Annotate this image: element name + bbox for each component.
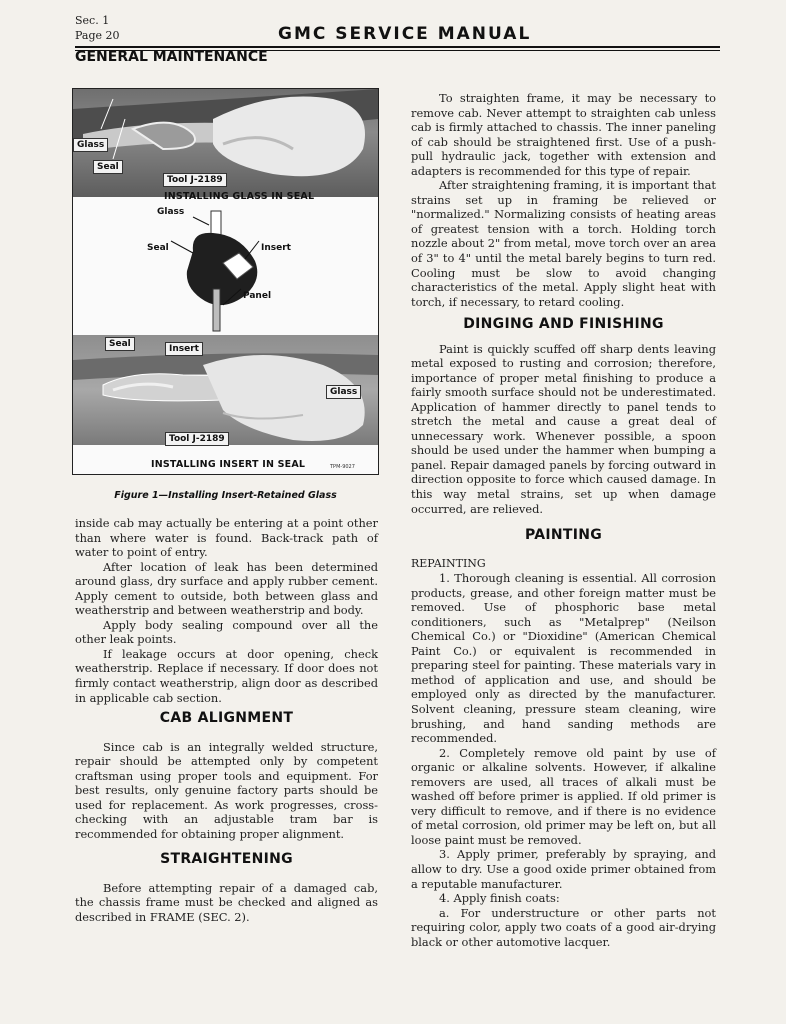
paragraph: Since cab is an integrally welded structure, repair should be attempted only by competent craftsman using proper tools and equipment. For best results, only genuine factory parts should be used for replacement. As work progresses, cross-checking with an adjustable tram bar is recommended for obtaining proper alignment. — [75, 739, 378, 841]
dinging-finishing-section — [411, 317, 716, 516]
paragraph: 2. Completely remove old paint by use of organic or alkaline solvents. However, if alkaline removers are used, all traces of alkali must be washed off before primer is applied. If old primer is very difficult to remove, and if there is no evidence of metal corrosion, old primer may be left on, but all loose paint must be removed. — [411, 745, 716, 847]
heading-dinging-finishing: DINGING AND FINISHING — [463, 316, 664, 332]
paragraph: 3. Apply primer, preferably by spraying, and allow to dry. Use a good oxide primer obtained from a reputable manufacturer. — [411, 847, 716, 891]
label-panel-diagram: Panel — [243, 291, 272, 301]
label-seal-diagram: Seal — [147, 243, 169, 253]
figure-code: TPM-9027 — [330, 464, 355, 470]
right-column-straightening-text — [411, 91, 716, 309]
section-number: Sec. 1 — [75, 14, 110, 27]
header-rule — [75, 46, 720, 48]
seal-cross-section-diagram — [73, 201, 378, 335]
paragraph: inside cab may actually be entering at a point other than where water is found. Back-track path of water to point of entry. — [75, 516, 378, 560]
label-tool-top: Tool J-2189 — [163, 173, 227, 187]
label-insert-bottom: Insert — [165, 342, 203, 356]
paragraph: To straighten frame, it may be necessary to remove cab. Never attempt to straighten cab unless cab is firmly attached to chassis. The inner paneling of cab should be straightened first. Use of a push-pull hydraulic jack, together with extension and adapters is recommended for this type of repair. — [411, 91, 716, 178]
label-glass-top: Glass — [73, 138, 108, 152]
figure-frame — [72, 88, 379, 475]
paragraph: After location of leak has been determined around glass, dry surface and apply rubber cement. Apply cement to outside, both between glass and weatherstrip and between weatherstrip and body. — [75, 559, 378, 618]
left-column-leak-text — [75, 516, 378, 705]
page-number: Page 20 — [75, 29, 120, 42]
heading-cab-alignment: CAB ALIGNMENT — [159, 710, 294, 726]
label-tool-bottom: Tool J-2189 — [165, 432, 229, 446]
caption-installing-glass: INSTALLING GLASS IN SEAL — [164, 191, 315, 202]
figure-caption: Figure 1—Installing Insert-Retained Glass — [114, 490, 337, 501]
heading-painting: PAINTING — [524, 527, 603, 543]
paragraph: 1. Thorough cleaning is essential. All corrosion products, grease, and other foreign matter must be removed. Use of phosphoric base metal conditioners, such as "Metalprep" (Neilson Chemical Co.) or "Dioxidine" (American Chemical Paint Co.) or equivalent is recommended in preparing steel for painting. These materials vary in method of application and use, and should be employed only as directed by the manufacturer. Solvent cleaning, pressure steam cleaning, wire brushing, and hand sanding methods are recommended. — [411, 571, 716, 746]
label-glass-bottom: Glass — [326, 385, 361, 399]
label-insert-diagram: Insert — [261, 243, 291, 253]
paragraph: After straightening framing, it is important that strains set up in framing be relieved or "normalized." Normalizing consists of heating areas of greatest tension with a torch. Holding torch nozzle about 2" from metal, move torch over an area of 3" to 4" until the metal barely begins to turn red. Cooling must be slow to avoid changing characteristics of the metal. Apply slight heat with torch, if necessary, to retard cooling. — [411, 178, 716, 309]
straightening-section — [75, 852, 378, 924]
caption-installing-insert: INSTALLING INSERT IN SEAL — [151, 459, 306, 470]
paragraph: Paint is quickly scuffed off sharp dents leaving metal exposed to rusting and corrosion; therefore, importance of proper metal finishing to produce a fairly smooth surface should not be underestimated. Application of hammer directly to panel tends to stretch the metal and cause a great deal of unnecessary work. Whenever possible, a spoon should be used under the hammer when bumping a panel. Repair damaged panels by forcing outward in direction opposite to force which caused damage. In this way metal strains, set up when damage occurred, are relieved. — [411, 341, 716, 516]
paragraph: If leakage occurs at door opening, check weatherstrip. Replace if necessary. If door does not firmly contact weatherstrip, align door as described in applicable cab section. — [75, 646, 378, 705]
subheading-repainting: REPAINTING — [411, 556, 486, 570]
manual-title: GMC SERVICE MANUAL — [278, 24, 532, 44]
paragraph: 4. Apply finish coats: — [439, 891, 560, 906]
paragraph: a. For understructure or other parts not requiring color, apply two coats of a good air-drying black or other automotive lacquer. — [411, 905, 716, 949]
label-glass-diagram: Glass — [157, 207, 185, 217]
chapter-title: GENERAL MAINTENANCE — [75, 49, 268, 65]
label-seal-bottom: Seal — [105, 337, 135, 351]
paragraph: Before attempting repair of a damaged cab, the chassis frame must be checked and aligned as described in FRAME (SEC. 2). — [75, 880, 378, 924]
painting-section — [411, 528, 716, 949]
heading-straightening: STRAIGHTENING — [160, 851, 293, 867]
paragraph: Apply body sealing compound over all the other leak points. — [75, 617, 378, 647]
cab-alignment-section — [75, 711, 378, 841]
label-seal-top: Seal — [93, 160, 123, 174]
